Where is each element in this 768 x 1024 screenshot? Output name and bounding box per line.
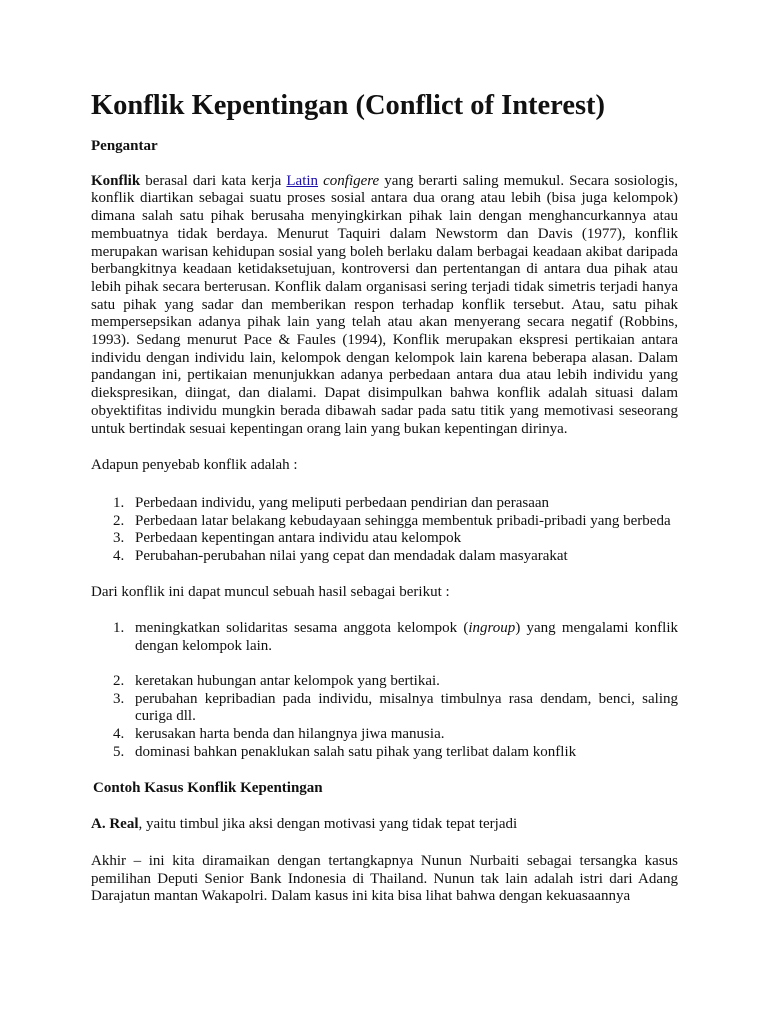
list-item — [91, 513, 678, 531]
list-item — [91, 548, 678, 566]
list-number: 2. — [113, 512, 125, 529]
term-ingroup: ingroup — [468, 620, 516, 637]
document-title: Konflik Kepentingan (Conflict of Interest) — [91, 90, 606, 121]
intro-text-1: berasal dari kata kerja — [140, 172, 287, 189]
list-item — [91, 495, 678, 513]
list-text: Perbedaan individu, yang meliputi perbedaan pendirian dan perasaan — [135, 494, 550, 511]
term-konflik: Konflik — [91, 172, 141, 189]
list-text: perubahan kepribadian pada individu, misalnya timbulnya rasa dendam, benci, saling curiga dll. — [135, 690, 678, 725]
list-text: kerusakan harta benda dan hilangnya jiwa manusia. — [135, 725, 445, 742]
list-text: meningkatkan solidaritas sesama anggota kelompok ( — [135, 620, 469, 637]
real-paragraph — [91, 816, 678, 834]
akhir-paragraph: Akhir – ini kita diramaikan dengan tertangkapnya Nunun Nurbaiti sebagai tersangka kasus pemilihan Deputi Senior Bank Indonesia di Thailand. Nunun tak lain adalah istri dari Adang Darajatun mantan Wakapolri. Dalam kasus ini kita bisa lihat bahwa dengan kekuasaannya — [91, 852, 678, 905]
list-item — [91, 673, 678, 691]
section-heading-contoh-kasus: Contoh Kasus Konflik Kepentingan — [93, 780, 323, 797]
real-label: A. Real — [91, 816, 139, 833]
intro-text-2: yang berarti saling memukul. Secara sosiologis, konflik diartikan sebagai suatu proses sosial antara dua orang atau lebih (bisa juga kelompok) dimana salah satu pihak berusaha menyingkirkan pihak lain dengan menghancurkannya atau membuatnya tidak berdaya. Menurut Taquiri dalam Newstorm dan Davis (1977), konflik merupakan warisan kehidupan sosial yang boleh berlaku dalam berbagai keadaan akibat daripada berbangkitnya keadaan ketidaksetujuan, kontroversi dan pertentangan di antara dua pihak atau lebih pihak secara berterusan. Konflik dalam organisasi sering terjadi tidak simetris terjadi hanya satu pihak yang sadar dan memberikan respon terhadap konflik tersebut. Atau, satu pihak mempersepsikan adanya pihak lain yang telah atau akan menyerang secara negatif (Robbins, 1993). Sedang menurut Pace & Faules (1994), Konflik merupakan ekspresi pertikaian antara individu dengan individu lain, kelompok dengan kelompok lain karena beberapa alasan. Dalam pandangan ini, pertikaian menunjukkan adanya perbedaan antara dua atau lebih individu yang diekspresikan, diingat, dan dialami. Dapat disimpulkan bahwa konflik adalah situasi dalam obyektifitas individu mungkin berada dibawah sadar pada satu titik yang memotivasi seseorang untuk bertindak sesuai kepentingan orang lain yang bukan kepentingan dirinya. — [91, 172, 678, 437]
intro-paragraph — [91, 173, 678, 439]
list-item — [91, 620, 678, 655]
real-text: , yaitu timbul jika aksi dengan motivasi yang tidak tepat terjadi — [138, 816, 518, 833]
list-text: Perbedaan kepentingan antara individu atau kelompok — [135, 530, 462, 547]
list-number: 2. — [113, 672, 125, 689]
list-text: ) yang mengalami konflik dengan kelompok lain. — [135, 620, 678, 655]
list-number: 5. — [113, 743, 125, 760]
section-heading-pengantar: Pengantar — [91, 138, 158, 154]
list-item — [91, 530, 678, 548]
list-number: 4. — [113, 548, 125, 565]
list-number: 1. — [113, 620, 125, 637]
causes-list — [91, 495, 678, 566]
causes-intro: Adapun penyebab konflik adalah : — [91, 457, 298, 474]
results-list — [91, 620, 678, 761]
list-number: 3. — [113, 530, 125, 547]
latin-link[interactable]: Latin — [286, 172, 319, 189]
list-text: dominasi bahkan penaklukan salah satu pihak yang terlibat dalam konflik — [135, 743, 577, 760]
list-number: 3. — [113, 690, 125, 707]
term-configere: configere — [323, 172, 380, 189]
list-item — [91, 744, 678, 762]
list-item — [91, 691, 678, 726]
list-number: 4. — [113, 725, 125, 742]
list-text: Perbedaan latar belakang kebudayaan sehingga membentuk pribadi-pribadi yang berbeda — [135, 512, 671, 529]
list-text: Perubahan-perubahan nilai yang cepat dan mendadak dalam masyarakat — [135, 548, 568, 565]
results-intro: Dari konflik ini dapat muncul sebuah hasil sebagai berikut : — [91, 583, 450, 600]
list-item — [91, 726, 678, 744]
list-text: keretakan hubungan antar kelompok yang bertikai. — [135, 672, 440, 689]
list-number: 1. — [113, 494, 125, 511]
